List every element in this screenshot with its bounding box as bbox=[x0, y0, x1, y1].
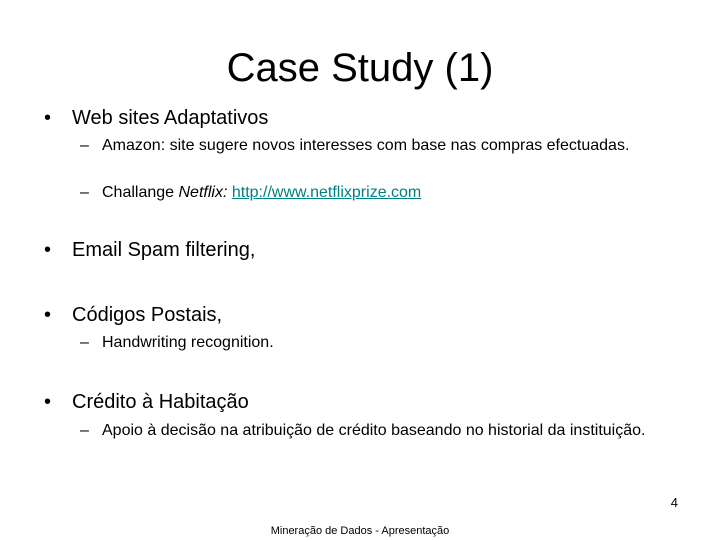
bullet-text: Crédito à Habitação bbox=[72, 391, 249, 413]
netflix-prefix: Challange bbox=[102, 184, 179, 201]
netflix-label: Netflix: bbox=[178, 184, 228, 201]
sub-bullet-apoio bbox=[80, 421, 670, 440]
sub-bullet-text: Amazon: site sugere novos interesses com base nas compras efectuadas. bbox=[102, 137, 630, 154]
bullet-email-spam bbox=[44, 238, 255, 262]
sub-bullet-marker: – bbox=[80, 334, 89, 351]
bullet-credito-habitacao bbox=[44, 390, 249, 414]
bullet-marker: • bbox=[44, 304, 52, 326]
sub-bullet-marker: – bbox=[80, 137, 89, 154]
netflix-prize-link[interactable]: http://www.netflixprize.com bbox=[231, 184, 422, 201]
sub-bullet-netflix bbox=[80, 183, 680, 202]
footer: Mineração de Dados - Apresentação bbox=[270, 525, 450, 537]
bullet-marker: • bbox=[44, 391, 52, 413]
sub-bullet-marker: – bbox=[80, 184, 89, 201]
sub-bullet-marker: – bbox=[80, 422, 89, 439]
bullet-marker: • bbox=[44, 239, 52, 261]
sub-bullet-amazon bbox=[80, 136, 680, 155]
slide-title: Case Study (1) bbox=[226, 46, 494, 90]
sub-bullet-text: Handwriting recognition. bbox=[102, 334, 274, 351]
bullet-text: Web sites Adaptativos bbox=[72, 107, 269, 129]
bullet-text: Códigos Postais, bbox=[72, 304, 223, 326]
sub-bullet-text: Apoio à decisão na atribuição de crédito baseando no historial da instituição. bbox=[102, 422, 646, 439]
bullet-codigos-postais bbox=[44, 303, 222, 327]
bullet-web-sites bbox=[44, 106, 268, 130]
page-number: 4 bbox=[670, 495, 678, 510]
bullet-marker: • bbox=[44, 107, 52, 129]
sub-bullet-handwriting bbox=[80, 333, 680, 352]
bullet-text: Email Spam filtering, bbox=[72, 239, 256, 261]
